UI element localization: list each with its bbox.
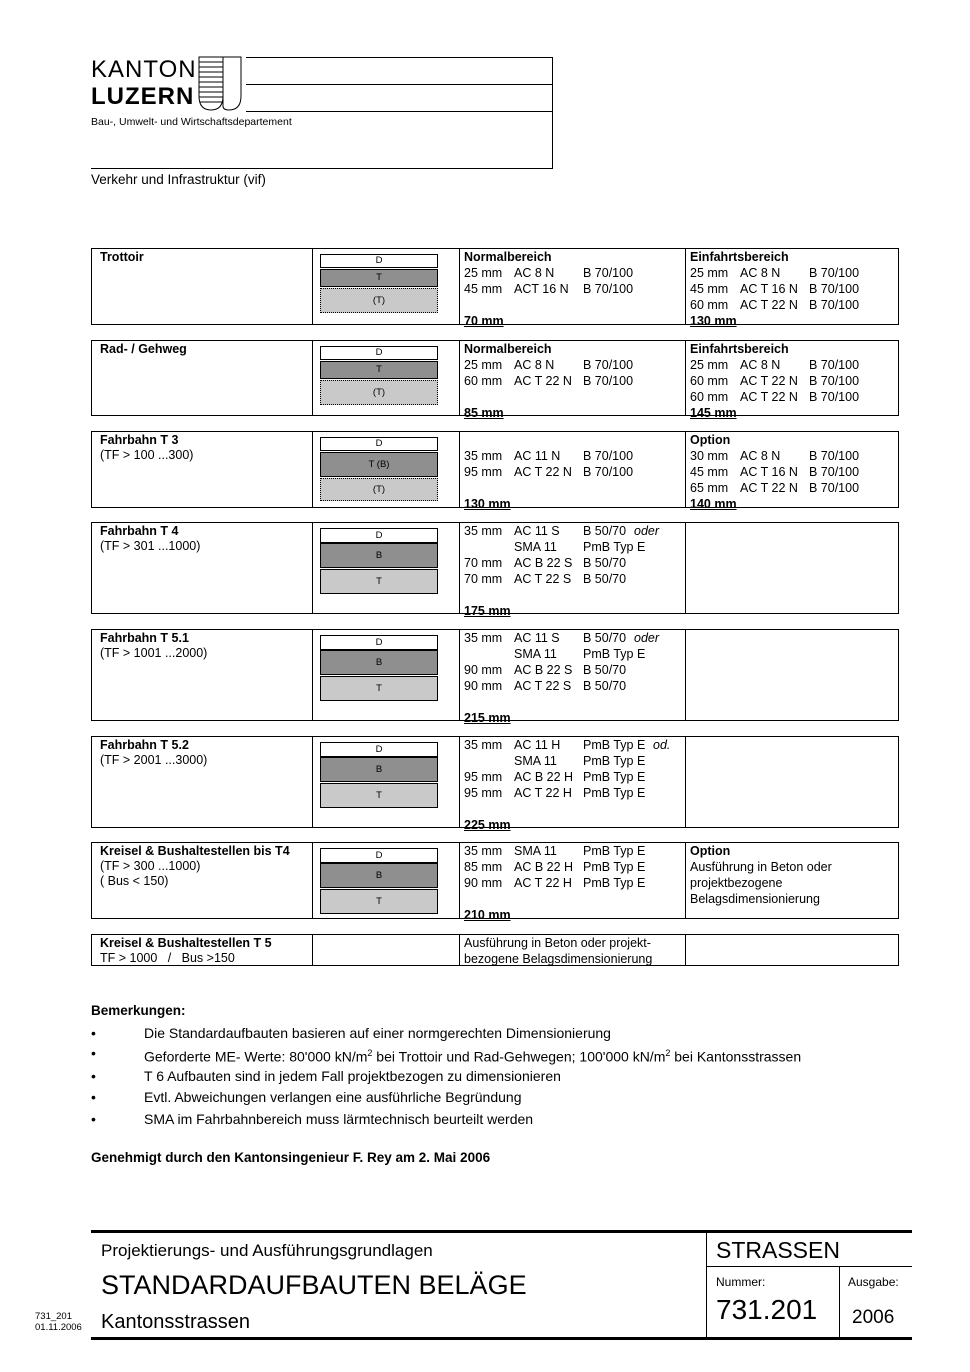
remark-text [144, 1068, 561, 1084]
document-number: 731.201 [716, 1294, 818, 1325]
spec-value: B 70/100 [809, 266, 860, 280]
pavement-type-cell [92, 341, 313, 415]
pavement-type-title: Rad- / Gehweg [100, 342, 187, 356]
spec-row [464, 604, 685, 620]
spec-value: Belagsdimensionierung [690, 892, 820, 906]
spec-row [464, 786, 685, 802]
spec-row [464, 663, 685, 679]
total-thickness: 85 mm [464, 406, 504, 420]
pavement-type-cell [92, 935, 313, 965]
spec-value: 95 mm [464, 770, 503, 784]
spec-value: AC 8 N [740, 449, 781, 463]
spec-value: B 50/70 [583, 572, 627, 586]
section-heading: Normalbereich [464, 342, 552, 356]
layer-box: T [320, 676, 438, 701]
spec-value: AC T 22 N [740, 390, 798, 404]
table-row [91, 842, 899, 922]
spec-value: AC 11 N [514, 449, 561, 463]
pavement-type-subtitle: TF > 1000 / Bus >150 [100, 951, 235, 965]
logo-luzern-text: LUZERN [91, 83, 195, 110]
remark-text-part: SMA im Fahrbahnbereich muss lärmtechnisch beurteilt werden [144, 1111, 534, 1127]
logo-kanton-text: KANTON [91, 56, 197, 83]
spec-row [464, 936, 685, 952]
footer-divider [839, 1266, 840, 1338]
layer-box: (T) [320, 380, 438, 405]
spec-value: PmB Typ E [583, 844, 646, 858]
spec-value: B 70/100 [809, 390, 860, 404]
option-spec-cell [685, 843, 898, 918]
option-spec-cell [685, 737, 898, 827]
spec-row [464, 679, 685, 695]
spec-row [690, 314, 898, 330]
layer-box: T [320, 783, 438, 808]
layer-diagram-cell [312, 249, 460, 324]
spec-value: AC T 16 N [740, 282, 798, 296]
spec-row [690, 406, 898, 422]
option-spec-cell [685, 630, 898, 720]
spec-value: B 70/100 [583, 449, 634, 463]
spec-value: B 70/100 [809, 449, 860, 463]
spec-value: AC B 22 H [514, 860, 574, 874]
pavement-type-cell [92, 523, 313, 613]
footer-document-code [35, 1311, 82, 1333]
spec-row [464, 695, 685, 711]
total-thickness: 130 mm [464, 497, 511, 511]
spec-value: PmB Typ E [583, 876, 646, 890]
spec-value: od. [653, 738, 671, 752]
section-heading: Einfahrtsbereich [690, 250, 789, 264]
header-rule [246, 111, 552, 112]
spec-row [464, 647, 685, 663]
spec-row [690, 449, 898, 465]
spec-value: AC T 22 S [514, 679, 572, 693]
table-row [91, 340, 899, 420]
spec-value: AC T 22 H [514, 876, 572, 890]
spec-value: 35 mm [464, 738, 503, 752]
number-label: Nummer: [716, 1275, 766, 1289]
spec-row [690, 250, 898, 266]
spec-row [690, 390, 898, 406]
spec-row [464, 540, 685, 556]
spec-row [690, 266, 898, 282]
total-thickness: 215 mm [464, 711, 511, 725]
spec-value: B 70/100 [583, 282, 634, 296]
remark-text-part: Geforderte ME- Werte: 80'000 kN/m [144, 1048, 368, 1065]
spec-row [690, 481, 898, 497]
spec-value: 60 mm [690, 390, 729, 404]
pavement-type-subtitle: ( Bus < 150) [100, 874, 169, 888]
spec-value: 60 mm [690, 374, 729, 388]
spec-value: B 50/70 [583, 524, 627, 538]
spec-value: AC 8 N [740, 358, 781, 372]
layer-diagram-cell [312, 843, 460, 918]
bullet-icon: • [91, 1068, 96, 1084]
superscript: 2 [367, 1048, 373, 1058]
spec-value: AC 8 N [514, 266, 555, 280]
spec-value: 25 mm [464, 358, 503, 372]
table-row [91, 736, 899, 832]
spec-row [464, 754, 685, 770]
spec-value: SMA 11 [514, 844, 557, 858]
option-spec-cell [685, 935, 898, 965]
spec-row [464, 770, 685, 786]
layer-box: D [320, 528, 438, 543]
remark-text [144, 1045, 801, 1065]
remark-text-part: bei Trottoir und Rad-Gehwegen; 100'000 kN/m [372, 1048, 666, 1065]
pavement-type-cell [92, 249, 313, 324]
spec-row [690, 892, 898, 908]
section-heading: Option [690, 433, 731, 447]
standard-spec-cell [459, 432, 686, 511]
footer-top-rule [91, 1230, 912, 1233]
spec-row [690, 876, 898, 892]
footer-divider [706, 1266, 912, 1267]
layer-box: T (B) [320, 452, 438, 477]
pavement-type-cell [92, 737, 313, 827]
option-spec-cell [685, 523, 898, 613]
pavement-type-title: Fahrbahn T 3 [100, 433, 179, 447]
pavement-type-subtitle: (TF > 300 ...1000) [100, 859, 201, 873]
footer-code: 731_201 [35, 1311, 72, 1322]
layer-box: T [320, 889, 438, 914]
spec-value: PmB Typ E [583, 786, 646, 800]
spec-row [690, 844, 898, 860]
spec-value: AC B 22 H [514, 770, 574, 784]
bullet-icon: • [91, 1089, 96, 1105]
header-rule [246, 57, 552, 58]
spec-value: B 70/100 [583, 374, 634, 388]
spec-value: AC 11 S [514, 631, 560, 645]
spec-value: 45 mm [690, 282, 729, 296]
bullet-icon: • [91, 1045, 96, 1061]
layer-box: (T) [320, 478, 438, 501]
spec-value: 90 mm [464, 679, 503, 693]
spec-value: 35 mm [464, 449, 503, 463]
pavement-type-title: Fahrbahn T 4 [100, 524, 179, 538]
standard-spec-cell [459, 249, 686, 328]
spec-value: 35 mm [464, 524, 503, 538]
remark-text-part: Die Standardaufbauten basieren auf einer normgerechten Dimensionierung [144, 1025, 611, 1041]
spec-row [464, 572, 685, 588]
spec-value: B 50/70 [583, 556, 627, 570]
spec-value: AC T 22 H [514, 786, 572, 800]
layer-box: D [320, 742, 438, 757]
table-row [91, 248, 899, 328]
spec-value: AC T 22 N [740, 481, 798, 495]
approval-note: Genehmigt durch den Kantonsingenieur F. Rey am 2. Mai 2006 [91, 1150, 491, 1165]
header-rule [246, 84, 552, 85]
spec-value: 60 mm [690, 298, 729, 312]
spec-value: SMA 11 [514, 754, 557, 768]
edition-year: 2006 [852, 1307, 895, 1328]
spec-value: 45 mm [464, 282, 503, 296]
spec-row [464, 631, 685, 647]
spec-value: PmB Typ E [583, 860, 646, 874]
spec-value: PmB Typ E [583, 540, 646, 554]
pavement-type-title: Kreisel & Bushaltestellen T 5 [100, 936, 272, 950]
spec-value: 90 mm [464, 876, 503, 890]
spec-value: 90 mm [464, 663, 503, 677]
spec-value: 25 mm [464, 266, 503, 280]
standard-spec-cell [459, 341, 686, 420]
spec-value: B 70/100 [809, 481, 860, 495]
section-heading: Option [690, 844, 731, 858]
layer-diagram-cell [312, 432, 460, 507]
spec-value: AC 8 N [514, 358, 555, 372]
spec-value: oder [634, 631, 660, 645]
layer-box: T [320, 569, 438, 594]
remark-text [144, 1111, 533, 1127]
spec-value: 70 mm [464, 556, 503, 570]
spec-value: 35 mm [464, 844, 503, 858]
spec-value: 35 mm [464, 631, 503, 645]
layer-box: B [320, 757, 438, 782]
layer-box: B [320, 543, 438, 568]
spec-row [690, 282, 898, 298]
standard-spec-cell [459, 737, 686, 832]
spec-row [690, 465, 898, 481]
footer-tag: Kantonsstrassen [101, 1311, 250, 1333]
pavement-type-subtitle: (TF > 100 ...300) [100, 448, 194, 462]
layer-box: D [320, 437, 438, 451]
spec-value: projektbezogene [690, 876, 783, 890]
spec-row [464, 433, 685, 449]
spec-row [464, 876, 685, 892]
spec-row [464, 342, 685, 358]
total-thickness: 130 mm [690, 314, 737, 328]
footer-subtitle: Projektierungs- und Ausführungsgrundlagen [101, 1241, 433, 1260]
spec-value: Ausführung in Beton oder [690, 860, 832, 874]
layer-box: D [320, 848, 438, 863]
standard-spec-cell [459, 523, 686, 618]
spec-value: B 50/70 [583, 631, 627, 645]
table-row [91, 629, 899, 725]
spec-row [464, 524, 685, 540]
document-title: STANDARDAUFBAUTEN BELÄGE [101, 1270, 527, 1300]
spec-row [464, 481, 685, 497]
spec-row [464, 406, 685, 422]
spec-value: 85 mm [464, 860, 503, 874]
spec-row [464, 266, 685, 282]
spec-row [690, 860, 898, 876]
layer-box: B [320, 863, 438, 888]
spec-value: 70 mm [464, 572, 503, 586]
table-row [91, 934, 899, 966]
spec-value: B 50/70 [583, 663, 627, 677]
spec-row [464, 802, 685, 818]
layer-box: (T) [320, 288, 438, 313]
spec-value: bezogene Belagsdimensionierung [464, 952, 653, 966]
pavement-type-cell [92, 432, 313, 507]
remark-text [144, 1089, 522, 1105]
pavement-type-title: Kreisel & Bushaltestellen bis T4 [100, 844, 290, 858]
bullet-icon: • [91, 1111, 96, 1127]
layer-diagram-cell [312, 630, 460, 720]
spec-value: 60 mm [464, 374, 503, 388]
pavement-type-subtitle: (TF > 1001 ...2000) [100, 646, 208, 660]
remark-text-part: T 6 Aufbauten sind in jedem Fall projektbezogen zu dimensionieren [144, 1068, 561, 1084]
layer-box: T [320, 269, 438, 287]
spec-value: SMA 11 [514, 540, 557, 554]
pavement-type-subtitle: (TF > 301 ...1000) [100, 539, 201, 553]
spec-row [690, 497, 898, 513]
spec-value: oder [634, 524, 660, 538]
total-thickness: 175 mm [464, 604, 511, 618]
spec-value: AC T 22 N [740, 298, 798, 312]
layer-box: B [320, 650, 438, 675]
section-heading: Normalbereich [464, 250, 552, 264]
spec-value: 25 mm [690, 358, 729, 372]
spec-value: B 70/100 [809, 298, 860, 312]
spec-row [464, 465, 685, 481]
spec-row [690, 358, 898, 374]
spec-row [464, 588, 685, 604]
department-name: Bau-, Umwelt- und Wirtschaftsdepartement [91, 116, 292, 128]
footer-category: STRASSEN [716, 1237, 840, 1263]
spec-value: AC B 22 S [514, 556, 573, 570]
spec-row [464, 711, 685, 727]
spec-row [690, 342, 898, 358]
bullet-icon: • [91, 1025, 96, 1041]
layer-diagram-cell [312, 935, 460, 965]
spec-value: B 70/100 [583, 465, 634, 479]
remark-text-part: bei Kantonsstrassen [670, 1048, 802, 1065]
spec-row [464, 738, 685, 754]
spec-row [464, 314, 685, 330]
option-spec-cell [685, 432, 898, 511]
pavement-type-cell [92, 630, 313, 720]
spec-value: AC T 22 N [514, 374, 572, 388]
table-row [91, 431, 899, 511]
spec-value: AC 11 S [514, 524, 560, 538]
spec-value: B 70/100 [809, 465, 860, 479]
spec-row [690, 374, 898, 390]
spec-row [464, 298, 685, 314]
layer-box: D [320, 346, 438, 360]
spec-row [690, 298, 898, 314]
layer-diagram-cell [312, 523, 460, 613]
standard-spec-cell [459, 843, 686, 922]
spec-value: B 70/100 [583, 266, 634, 280]
spec-row [690, 433, 898, 449]
spec-row [464, 818, 685, 834]
pavement-type-title: Trottoir [100, 250, 144, 264]
spec-value: 95 mm [464, 465, 503, 479]
spec-value: B 70/100 [809, 374, 860, 388]
spec-value: B 70/100 [809, 358, 860, 372]
page-subheading: Verkehr und Infrastruktur (vif) [91, 172, 266, 187]
option-spec-cell [685, 249, 898, 328]
spec-value: PmB Typ E [583, 647, 646, 661]
spec-row [464, 860, 685, 876]
spec-row [464, 952, 685, 968]
header-rule [91, 168, 553, 169]
pavement-type-title: Fahrbahn T 5.2 [100, 738, 189, 752]
total-thickness: 210 mm [464, 908, 511, 922]
layer-diagram-cell [312, 737, 460, 827]
spec-value: PmB Typ E [583, 754, 646, 768]
spec-value: AC T 22 S [514, 572, 572, 586]
layer-box: D [320, 254, 438, 268]
spec-row [464, 358, 685, 374]
spec-row [464, 844, 685, 860]
footer-bottom-rule [91, 1337, 912, 1340]
pavement-type-subtitle: (TF > 2001 ...3000) [100, 753, 208, 767]
spec-value: AC T 22 N [740, 374, 798, 388]
remark-text [144, 1025, 611, 1041]
spec-value: B 70/100 [809, 282, 860, 296]
layer-box: D [320, 635, 438, 650]
spec-row [464, 892, 685, 908]
spec-value: PmB Typ E [583, 770, 646, 784]
total-thickness: 225 mm [464, 818, 511, 832]
header-divider [552, 57, 553, 169]
spec-value: 45 mm [690, 465, 729, 479]
total-thickness: 145 mm [690, 406, 737, 420]
footer-divider [706, 1232, 707, 1338]
option-spec-cell [685, 341, 898, 420]
spec-value: AC T 22 N [514, 465, 572, 479]
spec-value: AC 11 H [514, 738, 561, 752]
total-thickness: 70 mm [464, 314, 504, 328]
section-heading: Einfahrtsbereich [690, 342, 789, 356]
standard-spec-cell [459, 630, 686, 725]
spec-value: Ausführung in Beton oder projekt- [464, 936, 651, 950]
spec-row [464, 250, 685, 266]
spec-value: SMA 11 [514, 647, 557, 661]
standard-spec-cell [459, 935, 686, 965]
spec-value: PmB Typ E [583, 738, 646, 752]
layer-box: T [320, 361, 438, 379]
table-row [91, 522, 899, 618]
spec-row [464, 497, 685, 513]
layer-diagram-cell [312, 341, 460, 415]
spec-value: 30 mm [690, 449, 729, 463]
edition-label: Ausgabe: [848, 1275, 899, 1289]
spec-value: 65 mm [690, 481, 729, 495]
spec-value: AC B 22 S [514, 663, 573, 677]
spec-value: B 70/100 [583, 358, 634, 372]
spec-row [464, 374, 685, 390]
spec-value: 25 mm [690, 266, 729, 280]
remarks-title: Bemerkungen: [91, 1003, 186, 1018]
spec-value: B 50/70 [583, 679, 627, 693]
pavement-type-title: Fahrbahn T 5.1 [100, 631, 189, 645]
spec-row [464, 390, 685, 406]
spec-value: 95 mm [464, 786, 503, 800]
remark-text-part: Evtl. Abweichungen verlangen eine ausführliche Begründung [144, 1089, 522, 1105]
spec-value: ACT 16 N [514, 282, 569, 296]
coat-of-arms-logo [198, 56, 244, 112]
spec-row [464, 908, 685, 924]
spec-row [464, 556, 685, 572]
total-thickness: 140 mm [690, 497, 737, 511]
spec-value: AC T 16 N [740, 465, 798, 479]
spec-row [464, 282, 685, 298]
superscript: 2 [665, 1048, 671, 1058]
pavement-type-cell [92, 843, 313, 918]
spec-value: AC 8 N [740, 266, 781, 280]
spec-row [464, 449, 685, 465]
footer-date: 01.11.2006 [35, 1322, 82, 1333]
